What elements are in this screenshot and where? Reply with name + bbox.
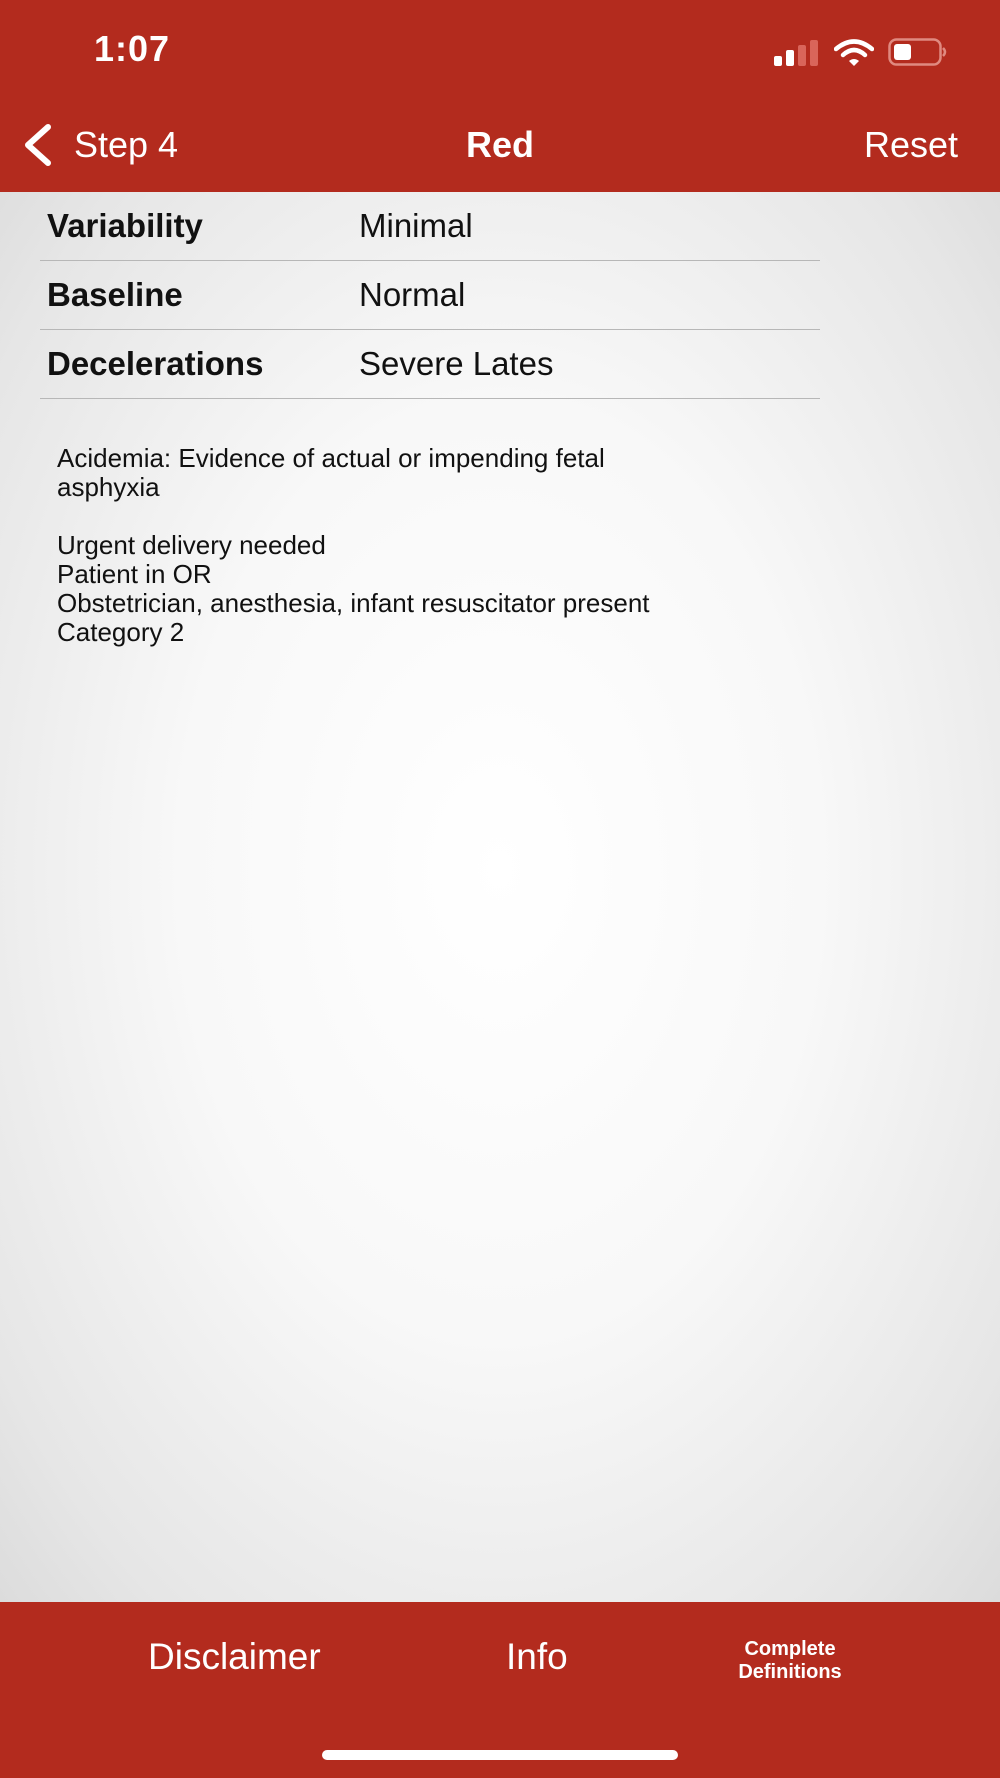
parameter-row-variability <box>40 192 820 261</box>
reset-button[interactable]: Reset <box>863 124 958 165</box>
main-content <box>0 192 1000 1602</box>
note-line: Category 2 <box>57 617 185 647</box>
interpretation-notes <box>57 444 817 647</box>
parameter-label: Decelerations <box>47 345 264 382</box>
signal-icon <box>774 40 822 66</box>
parameter-label: Variability <box>47 207 203 244</box>
back-button-label: Step 4 <box>74 124 179 165</box>
status-time: 1:07 <box>94 28 171 69</box>
tab-complete-definitions[interactable] <box>712 1638 868 1684</box>
note-line: Acidemia: Evidence of actual or impending fetal <box>57 443 605 473</box>
note-line: Obstetrician, anesthesia, infant resuscitator present <box>57 588 650 618</box>
bottom-tab-bar <box>0 1602 1000 1778</box>
parameter-value: Severe Lates <box>359 345 554 382</box>
parameter-value: Normal <box>359 276 466 313</box>
tab-complete-line1: Complete <box>744 1638 836 1660</box>
parameter-label: Baseline <box>47 276 183 313</box>
tab-complete-line2: Definitions <box>738 1661 842 1683</box>
tab-disclaimer[interactable]: Disclaimer <box>148 1636 321 1677</box>
home-indicator[interactable] <box>322 1750 678 1760</box>
tab-info[interactable]: Info <box>506 1636 568 1677</box>
parameter-table <box>40 192 820 399</box>
note-spacer <box>57 502 817 531</box>
parameter-value: Minimal <box>359 207 473 244</box>
note-line: Urgent delivery needed <box>57 530 326 560</box>
parameter-row-decelerations <box>40 330 820 399</box>
note-line: Patient in OR <box>57 559 212 589</box>
page-title: Red <box>465 124 534 165</box>
parameter-row-baseline <box>40 261 820 330</box>
note-line: asphyxia <box>57 472 160 502</box>
top-bar <box>0 0 1000 192</box>
battery-icon <box>888 38 948 66</box>
wifi-icon <box>834 38 874 68</box>
